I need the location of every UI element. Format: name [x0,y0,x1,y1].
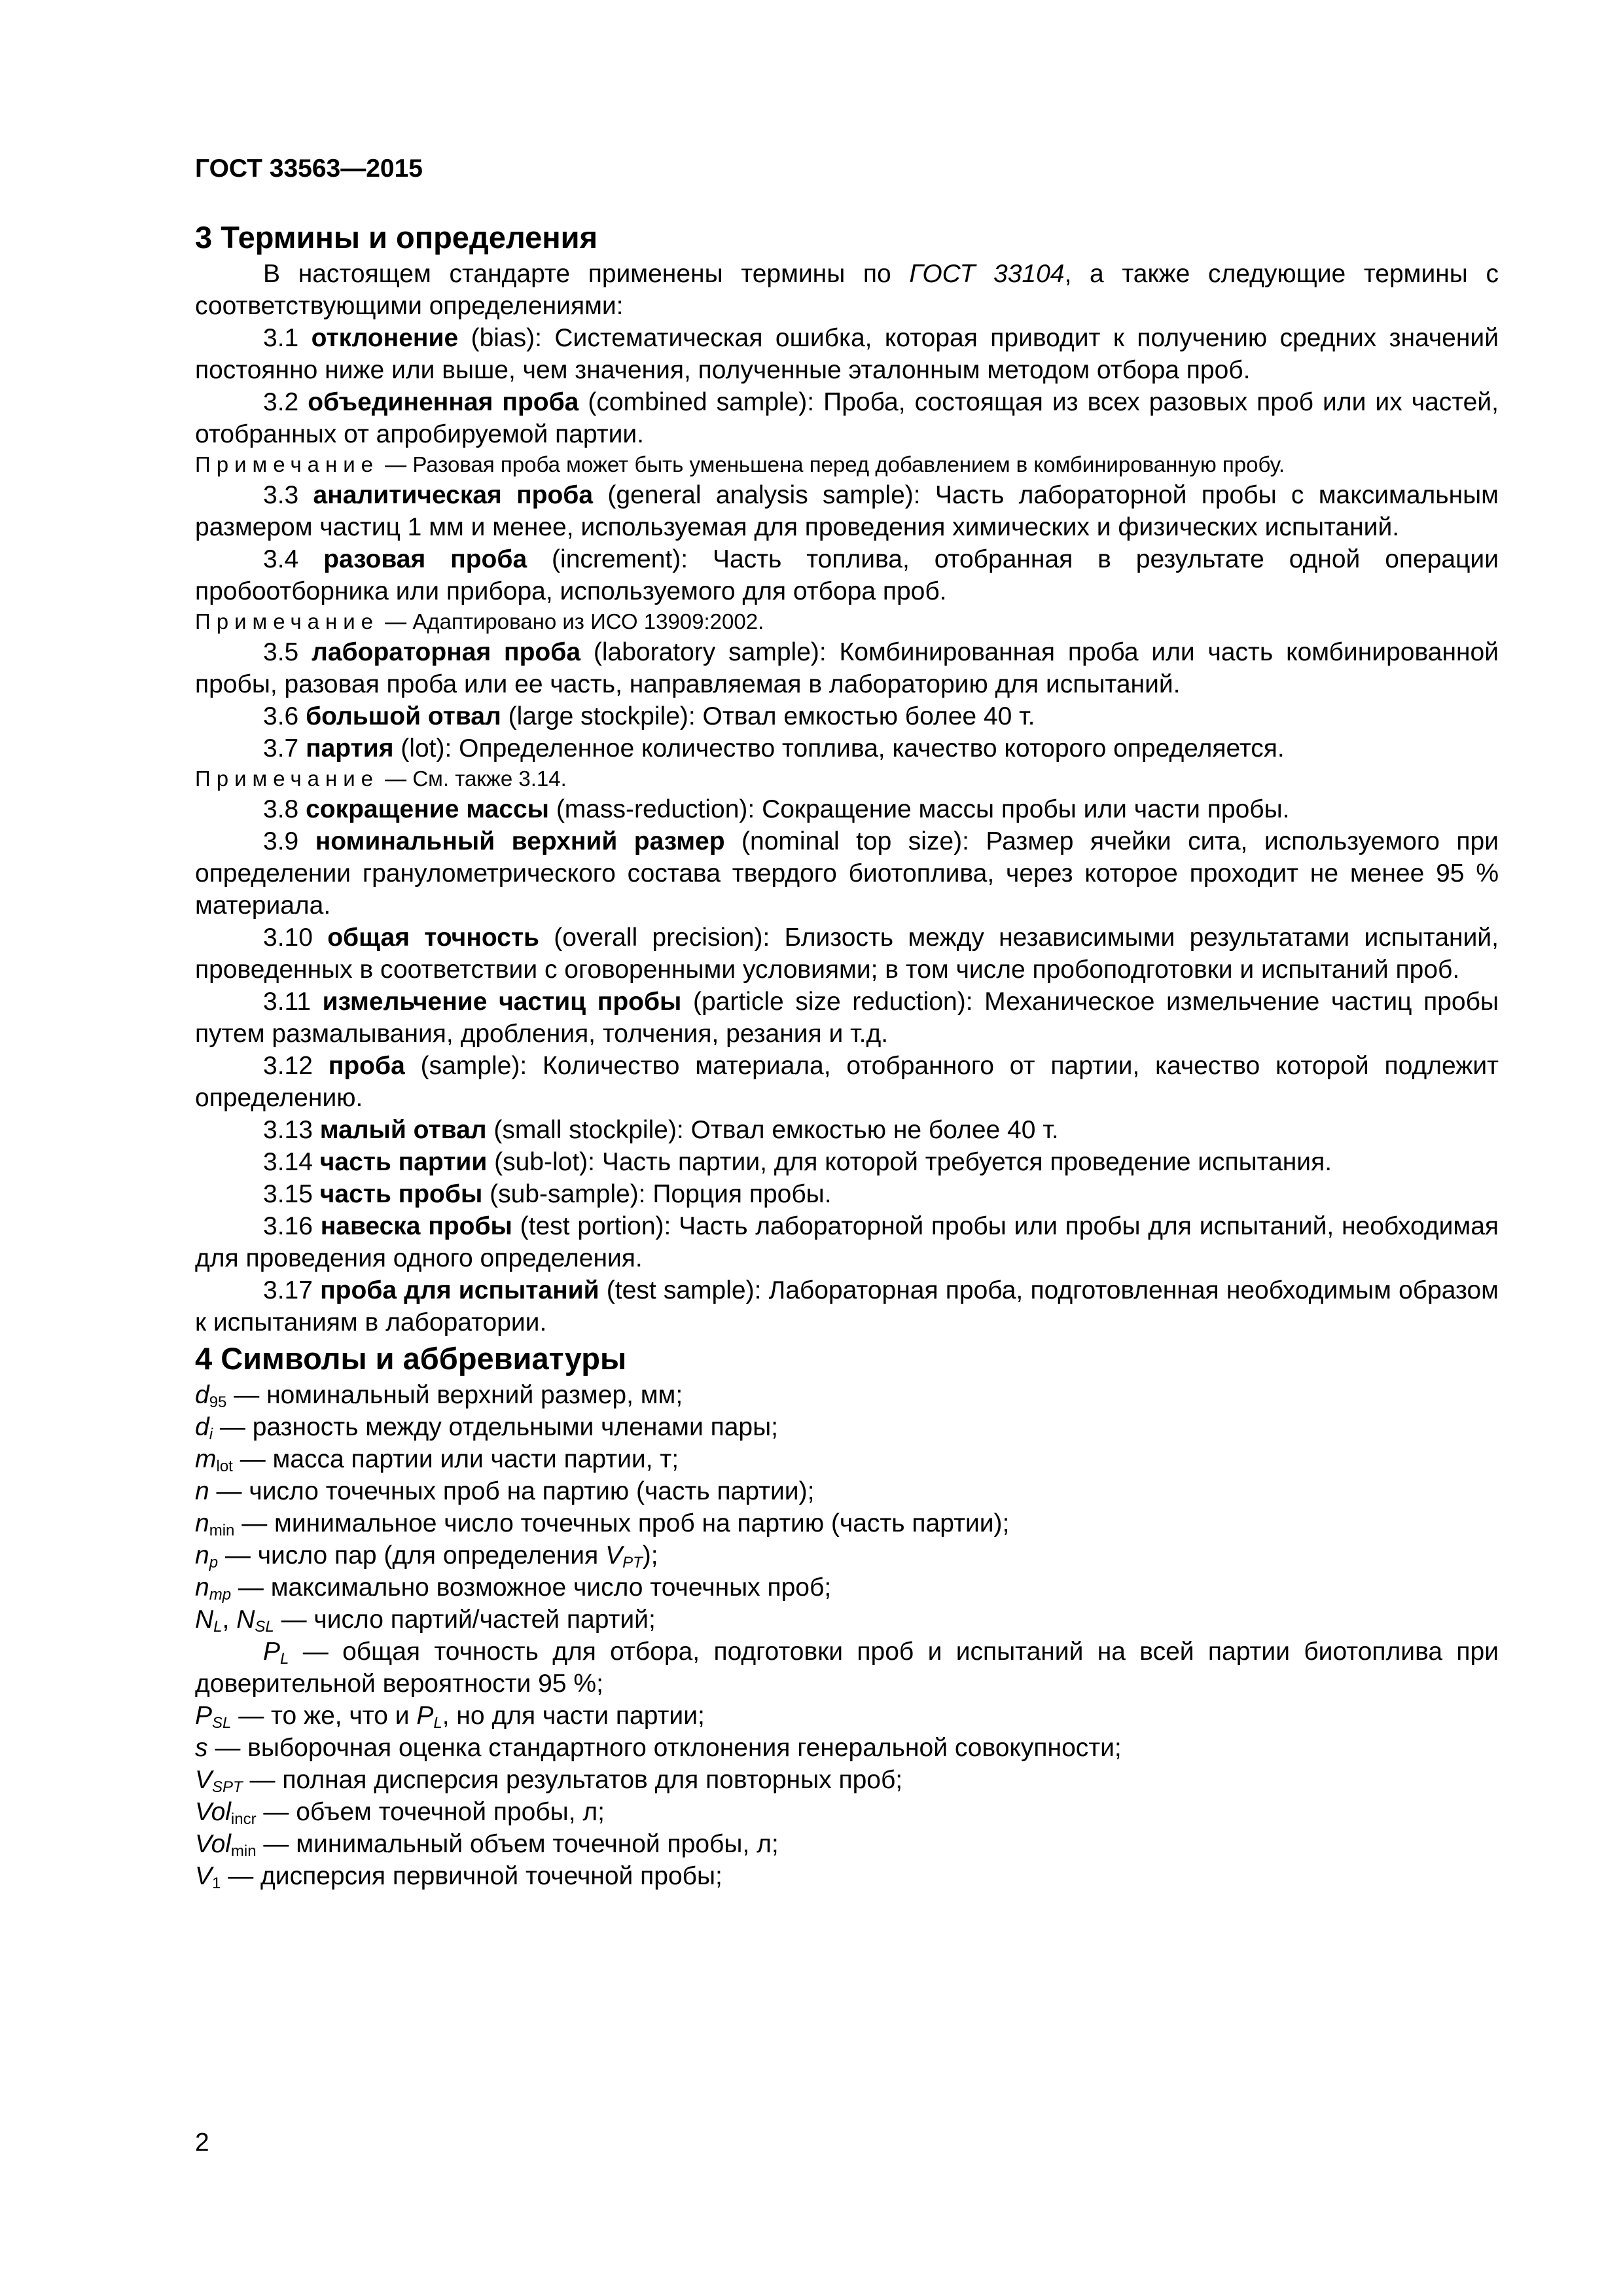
term-name: партия [306,734,394,762]
section-3-intro: В настоящем стандарте применены термины по ГОСТ 33104, а также следующие термины с соответствующими определениями: [195,260,1499,320]
symbol-s: s — выборочная оценка стандартного отклонения генеральной совокупности; [195,1734,1122,1762]
term-3-10: 3.10 общая точность (overall precision): Близость между независимыми результатами испытаний, проведенных в соответствии с оговоренными условиями; в том числе пробоподготовки и испытаний проб. [195,924,1499,984]
term-name: проба для испытаний [320,1276,599,1304]
symbol-psl: $P_{SL}$ — то же, что и $P_L$, но для части партии; [195,1702,705,1732]
page-content [195,217,1499,1892]
term-3-16: 3.16 навеска пробы (test portion): Часть лабораторной пробы или пробы для испытаний, необходимая для проведения одного определения. [195,1212,1499,1272]
term-3-1: 3.1 отклонение (bias): Систематическая ошибка, которая приводит к получению средних значений постоянно ниже или выше, чем значения, полученные эталонным методом отбора проб. [195,324,1499,384]
note-2: Примечание — Адаптировано из ИСО 13909:2002. [195,609,764,634]
symbol-np: $n_p$ — число пар (для определения $V_{PT}$); [195,1541,658,1571]
term-name: разовая проба [323,545,527,573]
term-name: большой отвал [306,702,501,730]
symbol-di: $d_i$ — разность между отдельными членами пары; [195,1413,778,1443]
term-3-15: 3.15 часть пробы (sub-sample): Порция пробы. [263,1180,832,1208]
term-name: навеска пробы [320,1212,512,1240]
page-number: 2 [195,2128,209,2157]
note-1: Примечание — Разовая проба может быть уменьшена перед добавлением в комбинированную пробу. [195,452,1285,476]
symbol-n: n — число точечных проб на партию (часть партии); [195,1477,815,1505]
term-name: объединенная проба [308,388,579,416]
symbol-mlot: $m_{lot}$ — масса партии или части партии, т; [195,1445,679,1475]
symbol-nl-nsl: $N_L$, $N_{SL}$ — число партий/частей партий; [195,1605,656,1636]
term-3-12: 3.12 проба (sample): Количество материала, отобранного от партии, качество которой подлежит определению. [195,1052,1499,1112]
term-3-6: 3.6 большой отвал (large stockpile): Отвал емкостью более 40 т. [263,702,1035,730]
standard-reference: ГОСТ 33104 [909,260,1065,288]
term-3-5: 3.5 лабораторная проба (laboratory sample): Комбинированная проба или часть комбинированной пробы, разовая проба или ее часть, направляемая в лабораторию для испытаний. [195,638,1499,698]
symbol-volmin: Vol$_{min}$ — минимальный объем точечной пробы, л; [195,1830,779,1860]
term-3-9: 3.9 номинальный верхний размер (nominal top size): Размер ячейки сита, используемого при определении гранулометрического состава твердого биотоплива, через которое проходит не менее 95 % материала. [195,827,1499,920]
term-3-7: 3.7 партия (lot): Определенное количество топлива, качество которого определяется. [263,734,1285,762]
term-3-4: 3.4 разовая проба (increment): Часть топлива, отобранная в результате одной операции пробоотборника или прибора, используемого для отбора проб. [195,545,1499,605]
symbol-v1: $V_1$ — дисперсия первичной точечной пробы; [195,1862,722,1892]
term-name: измельчение частиц пробы [322,988,682,1016]
term-name: общая точность [327,924,539,952]
term-name: отклонение [311,324,459,352]
note-3: Примечание — См. также 3.14. [195,766,567,791]
term-name: часть партии [319,1148,488,1176]
term-3-17: 3.17 проба для испытаний (test sample): Лабораторная проба, подготовленная необходимым образом к испытаниям в лаборатории. [195,1276,1499,1336]
symbol-pl: $P_L$ — общая точность для отбора, подготовки проб и испытаний на всей партии биотоплива при доверительной вероятности 95 %; [195,1638,1499,1698]
term-name: лабораторная проба [312,638,581,666]
term-name: проба [328,1052,405,1080]
symbol-d95: $d_{95}$ — номинальный верхний размер, мм; [195,1381,683,1411]
section-3-title: 3 Термины и определения [195,220,597,255]
term-name: номинальный верхний размер [315,827,725,855]
term-3-2: 3.2 объединенная проба (combined sample): Проба, состоящая из всех разовых проб или их частей, отобранных от апробируемой партии. [195,388,1499,448]
term-name: малый отвал [319,1116,487,1144]
term-name: часть пробы [319,1180,483,1208]
term-3-11: 3.11 измельчение частиц пробы (particle size reduction): Механическое измельчение частиц пробы путем размалывания, дробления, толчения, резания и т.д. [195,988,1499,1048]
symbol-volincr: Vol$_{incr}$ — объем точечной пробы, л; [195,1798,605,1828]
symbol-nmp: $n_{mp}$ — максимально возможное число точечных проб; [195,1573,832,1604]
term-name: сокращение массы [306,795,549,823]
symbol-vspt: $V_{SPT}$ — полная дисперсия результатов для повторных проб; [195,1766,903,1796]
document-code: ГОСТ 33563—2015 [195,154,423,183]
section-4-title: 4 Символы и аббревиатуры [195,1341,627,1376]
term-3-13: 3.13 малый отвал (small stockpile): Отвал емкостью не более 40 т. [263,1116,1059,1144]
term-3-8: 3.8 сокращение массы (mass-reduction): Сокращение массы пробы или части пробы. [263,795,1290,823]
symbol-nmin: $n_{min}$ — минимальное число точечных проб на партию (часть партии); [195,1509,1010,1539]
term-3-14: 3.14 часть партии (sub-lot): Часть партии, для которой требуется проведение испытания. [263,1148,1332,1176]
term-name: аналитическая проба [313,481,594,509]
term-3-3: 3.3 аналитическая проба (general analysis sample): Часть лабораторной пробы с максимальным размером частиц 1 мм и менее, используемая для проведения химических и физических испытаний. [195,481,1499,541]
